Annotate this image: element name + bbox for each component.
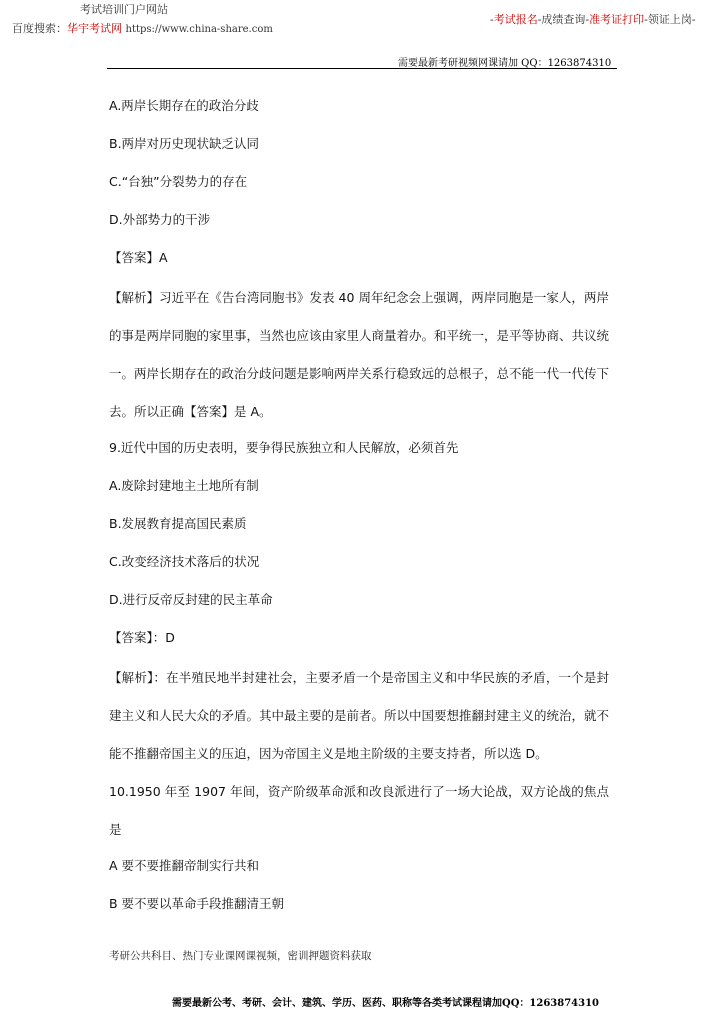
q9-option-d: D.进行反帝反封建的民主革命 [109, 592, 273, 607]
q9-option-b: B.发展教育提高国民素质 [109, 516, 247, 531]
nav-link-score-query[interactable]: -成绩查询- [537, 13, 590, 26]
nav-link-exam-registration[interactable]: 考试报名 [493, 13, 538, 26]
site-title: 考试培训门户网站 [80, 3, 168, 16]
footer-note: 考研公共科目、热门专业课网课视频，密训押题资料获取 [109, 950, 372, 962]
q8-analysis: 【解析】习近平在《告台湾同胞书》发表 40 周年纪念会上强调，两岸同胞是一家人，两岸的事是两岸同胞的家里事，当然也应该由家里人商量着办。和平统一，是平等协商、共议统一。两岸长期存在的政治分歧问题是影响两岸关系行稳致远的总根子，总不能一代一代传下去。所以正确【答案】是 A。 [109, 290, 610, 419]
q8-option-b: B.两岸对历史现状缺乏认同 [109, 136, 260, 151]
q9-option-a: A.废除封建地主土地所有制 [109, 478, 259, 493]
footer-contact: 需要最新公考、考研、会计、建筑、学历、医药、职称等各类考试课程请加QQ：1263874310 [172, 998, 600, 1009]
nav-prefix: - [490, 13, 494, 26]
q8-option-a: A.两岸长期存在的政治分歧 [109, 98, 259, 113]
nav-link-admission-ticket[interactable]: 准考证打印 [589, 13, 645, 26]
q9-answer: 【答案】：D [109, 630, 175, 645]
search-hint [12, 20, 273, 36]
q10-option-b: B 要不要以革命手段推翻清王朝 [109, 896, 285, 911]
search-brand-link[interactable]: 华宇考试网 [67, 22, 122, 35]
q10-stem: 10.1950 年至 1907 年间，资产阶级革命派和改良派进行了一场大论战，双方论战的焦点是 [109, 784, 609, 837]
site-url[interactable]: https://www.china-share.com [125, 24, 273, 35]
q9-option-c: C.改变经济技术落后的状况 [109, 554, 260, 569]
header-divider [107, 68, 617, 69]
nav-link-certificate[interactable]: -领证上岗- [644, 13, 696, 26]
q8-answer: 【答案】A [109, 250, 168, 265]
q8-option-d: D.外部势力的干涉 [109, 212, 211, 227]
qq-notice: 需要最新考研视频网课请加 QQ：1263874310 [398, 58, 612, 69]
header-nav [490, 11, 696, 27]
q9-analysis: 【解析】：在半殖民地半封建社会，主要矛盾一个是帝国主义和中华民族的矛盾，一个是封建主义和人民大众的矛盾。其中最主要的是前者。所以中国要想推翻封建主义的统治，就不能不推翻帝国主义的压迫，因为帝国主义是地主阶级的主要支持者，所以选 D。 [109, 670, 610, 761]
q9-stem: 9.近代中国的历史表明，要争得民族独立和人民解放，必须首先 [109, 440, 459, 455]
q8-option-c: C.“台独”分裂势力的存在 [109, 174, 248, 189]
q10-option-a: A 要不要推翻帝制实行共和 [109, 858, 260, 873]
search-label: 百度搜索： [12, 22, 67, 35]
